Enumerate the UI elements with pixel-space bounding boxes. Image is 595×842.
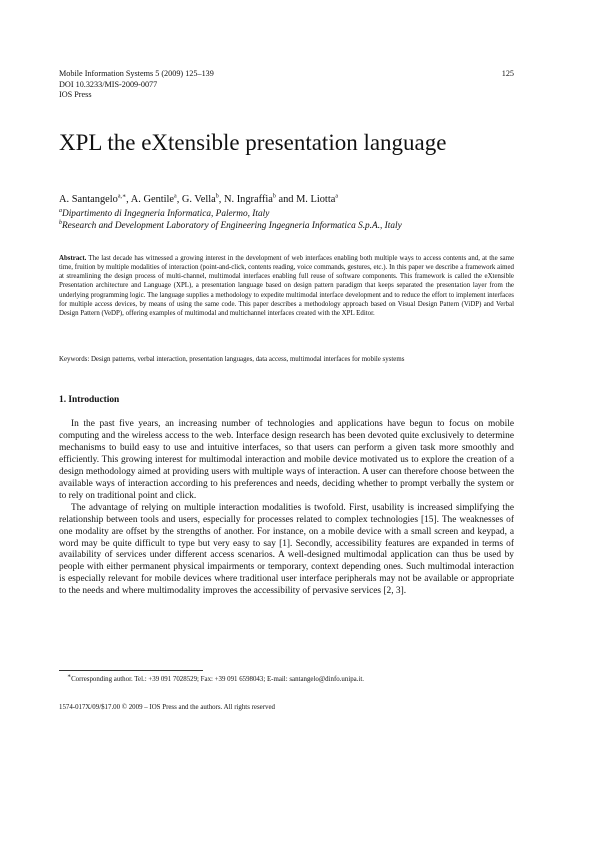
author-separator: and	[275, 194, 297, 205]
paragraph: In the past five years, an increasing number of technologies and applications have begun to focus on mobile computing and the wireless access to the web. Interface design research has been devoted quite exclusively to determine mechanisms to build easy to use and intuitive interfaces, so that users can perform a given task more smoothly and efficiently. This growing interest for multimodal interaction and mobile device motivated us to explore the creation of a design methodology aimed at providing users with multiple ways of interaction. A user can therefore choose between the available ways of interaction according to his preferences and needs, deciding whether to prompt verbally the system or to rely on traditional point and click.	[59, 419, 514, 501]
abstract-label: Abstract.	[59, 255, 87, 262]
paragraph: The advantage of relying on multiple interaction modalities is twofold. First, usability is increased simplifying the relationship between tools and users, especially for processes related to complex technologies [15]. The weaknesses of one modality are offset by the strengths of another. For instance, on a mobile device with a small screen and keypad, a word may be quite difficult to type but very easy to say [1]. Secondly, accessibility features are expanded in terms of availability of services under different access scenarios. A well-designed multimodal application can thus be used by people with either permanent physical impairments or temporary, context depending ones. Such multimodal interaction is especially relevant for mobile devices where traditional user interface peripherals may not be available or appropriate to the needs and where multimodality improves the accessibility of pervasive services [2, 3].	[59, 502, 514, 597]
affiliation	[59, 208, 529, 220]
journal-citation: Mobile Information Systems 5 (2009) 125–139	[59, 69, 214, 78]
doi: DOI 10.3233/MIS-2009-0077	[59, 79, 158, 89]
author-affiliation-mark: a	[174, 193, 177, 200]
author: M. Liotta	[296, 194, 336, 205]
footnote	[59, 675, 522, 684]
affiliation-mark: b	[59, 219, 62, 226]
section-body	[59, 419, 514, 598]
footnote-rule	[59, 670, 203, 671]
author-affiliation-mark: b	[272, 193, 276, 200]
abstract	[59, 254, 514, 318]
affiliation-text: Research and Development Laboratory of Engineering Ingegneria Informatica S.p.A., Italy	[62, 221, 402, 231]
author: A. Santangelo	[59, 194, 118, 205]
running-header	[59, 69, 514, 101]
copyright-line: 1574-017X/09/$17.00 © 2009 – IOS Press and the authors. All rights reserved	[59, 704, 275, 711]
author-separator: ,	[176, 194, 182, 205]
author-list	[59, 193, 529, 206]
author-affiliation-mark: a,∗	[117, 193, 127, 200]
section-heading: 1. Introduction	[59, 395, 120, 405]
keywords: Keywords: Design patterns, verbal interaction, presentation languages, data access, multimodal interfaces for mobile systems	[59, 356, 405, 363]
author-affiliation-mark: b	[215, 193, 219, 200]
author: G. Vella	[181, 194, 216, 205]
paper-title: XPL the eXtensible presentation language	[59, 130, 447, 155]
abstract-text: The last decade has witnessed a growing interest in the development of web interfaces enabling both multiple ways to access contents and, at the same time, fruition by multiple modalities of interaction (point-and-click, contents reading, voice commands, gestures, etc.). In this paper we describe a framework aimed at streamlining the design process of multi-channel, multimodal interfaces enabling full reuse of software components. This framework is called the eXtensible Presentation architecture and Language (XPL), a presentation language based on design pattern paradigm that keeps separated the presentation layer from the underlying programming logic. The language supplies a methodology to expedite multimodal interface development and to reduce the effort to implement interfaces for multiple access devices, by means of using the same code. This paper describes a methodology approach based on Visual Design Pattern (ViDP) and Verbal Design Pattern (VeDP), offering examples of multimodal and multichannel interfaces created with the XPL Editor.	[59, 255, 514, 317]
author-affiliation-mark: a	[335, 193, 338, 200]
affiliation-text: Dipartimento di Ingegneria Informatica, Palermo, Italy	[62, 209, 270, 219]
footnote-text: Corresponding author. Tel.: +39 091 7028529; Fax: +39 091 6598043; E-mail: santangelo@dinfo.unipa.it.	[71, 676, 365, 683]
publisher: IOS Press	[59, 90, 92, 99]
author-separator: ,	[218, 194, 224, 205]
page-number: 125	[501, 69, 514, 78]
footnote-mark: ∗	[67, 673, 72, 680]
affiliation	[59, 220, 529, 232]
author: N. Ingraffia	[224, 194, 273, 205]
author-separator: ,	[126, 194, 131, 205]
author: A. Gentile	[130, 194, 175, 205]
affiliation-mark: a	[59, 207, 62, 214]
